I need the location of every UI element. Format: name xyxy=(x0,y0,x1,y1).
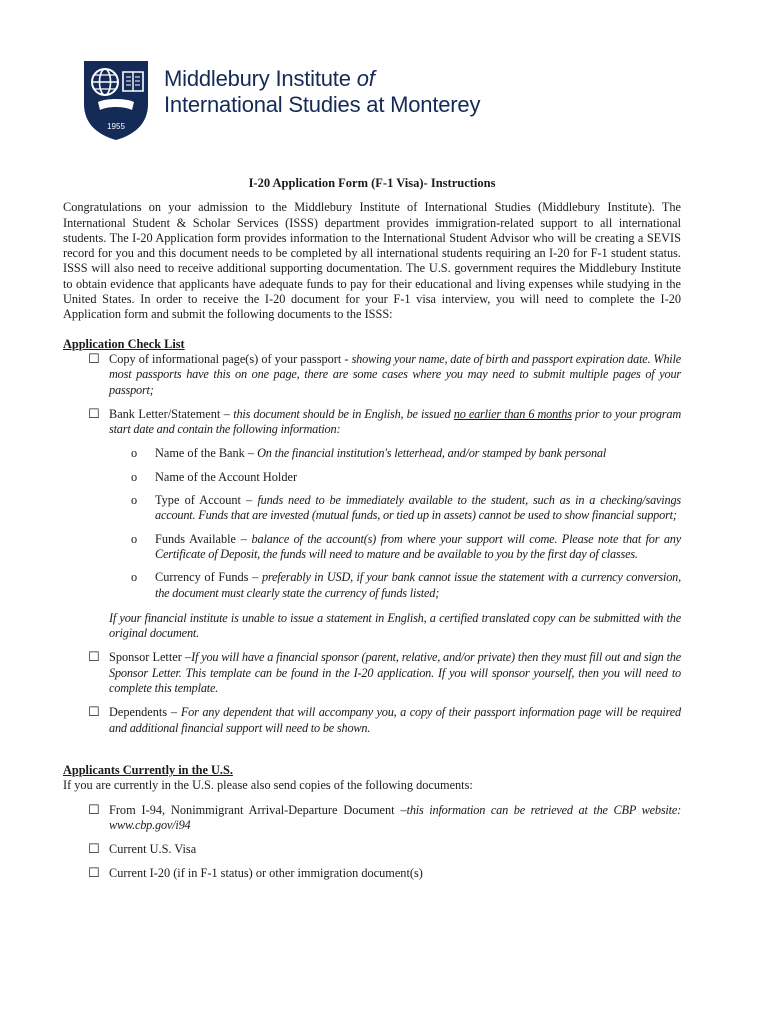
instructions-body xyxy=(63,176,681,891)
requirement-label: Funds Available – xyxy=(155,531,252,546)
bank-requirement-item xyxy=(109,493,681,524)
institute-seal-logo xyxy=(80,58,152,142)
checklist-heading: Application Check List xyxy=(63,336,185,351)
bank-requirement-item xyxy=(109,570,681,601)
checkbox-icon: ☐ xyxy=(88,802,100,818)
checklist-item-bank-letter xyxy=(63,407,681,642)
institution-header xyxy=(80,58,500,144)
section-spacer xyxy=(63,745,681,763)
sponsor-detail: If you will have a financial sponsor (parent, relative, and/or private) then they must fill out and sign the Sponsor Letter. This template can be found in the I-20 application. If you will sponsor yourself, then you will need to complete this template. xyxy=(109,650,681,696)
bank-requirement-item xyxy=(109,446,681,461)
passport-label: Copy of informational page(s) of your passport - xyxy=(109,351,352,366)
bank-detail-a: this document should be in English, be issued xyxy=(233,406,454,421)
us-applicants-lead: If you are currently in the U.S. please also send copies of the following documents: xyxy=(63,778,473,793)
intro-paragraph: Congratulations on your admission to the Middlebury Institute of International Studies (Middlebury Institute). The International Student & Scholar Services (ISSS) department provides immigration-related support to all international students. The I-20 Application form provides information to the International Student Advisor who will be creating a SEVIS record for you and this document needs to be completed by all international students requiring an I-20 for F-1 student status. ISSS will also need to receive additional supporting documentation. The U.S. government requires the Middlebury Institute to obtain evidence that applicants have adequate funds to pay for their educational and living expenses while studying in the United States. In order to receive the I-20 document for your F-1 visa interview, you will need to complete the I-20 Application form and submit the following documents to the ISSS: xyxy=(63,200,681,322)
bullet-icon: o xyxy=(131,493,138,508)
seal-year: 1955 xyxy=(107,122,125,131)
requirement-label: Name of the Bank – xyxy=(155,446,258,461)
institution-name-line2: International Studies at Monterey xyxy=(164,92,481,117)
checklist-item-i94 xyxy=(63,803,681,834)
bank-label: Bank Letter/Statement – xyxy=(109,406,234,421)
requirement-detail: balance of the account(s) from where your support will come. Please note that for any Certificate of Deposit, the funds will need to mature and be available to you by the first day of classes. xyxy=(155,531,681,561)
us-visa-label: Current U.S. Visa xyxy=(109,842,197,857)
i94-detail: this information can be retrieved at the CBP website: www.cbp.gov/i94 xyxy=(109,802,681,832)
bank-requirement-item xyxy=(109,470,681,485)
bullet-icon: o xyxy=(131,469,138,484)
bullet-icon: o xyxy=(131,570,138,585)
requirement-label: Type of Account – xyxy=(155,493,258,508)
checkbox-icon: ☐ xyxy=(88,866,100,882)
checkbox-icon: ☐ xyxy=(88,351,100,367)
checklist-item-current-i20 xyxy=(63,866,681,881)
checklist-item-dependents xyxy=(63,705,681,736)
dependents-detail: For any dependent that will accompany you, a copy of their passport information page will be required and additional financial support will need to be shown. xyxy=(109,705,681,735)
us-applicants-heading: Applicants Currently in the U.S. xyxy=(63,762,233,777)
checklist-item-passport xyxy=(63,352,681,398)
bank-detail-b: prior to your program start date and contain the following information: xyxy=(109,406,681,437)
requirement-label: Name of the Account Holder xyxy=(155,469,298,484)
requirement-label: Currency of Funds – xyxy=(155,570,262,585)
page-title: I-20 Application Form (F-1 Visa)- Instructions xyxy=(248,176,496,190)
sponsor-label: Sponsor Letter – xyxy=(109,650,192,665)
requirement-detail: preferably in USD, if your bank cannot issue the statement with a currency conversion, the document must clearly state the currency of funds listed; xyxy=(155,570,681,600)
bullet-icon: o xyxy=(131,531,138,546)
checkbox-icon: ☐ xyxy=(88,842,100,858)
requirement-detail: On the financial institution's letterhead, and/or stamped by bank personal xyxy=(257,446,607,461)
current-i20-label: Current I-20 (if in F-1 status) or other immigration document(s) xyxy=(109,866,423,881)
checklist-item-us-visa xyxy=(63,842,681,857)
bank-requirement-item xyxy=(109,532,681,563)
bank-requirements-list xyxy=(109,446,681,600)
passport-detail: showing your name, date of birth and passport expiration date. While most passports have this on one page, there are some cases where you may need to submit multiple pages of your passport; xyxy=(109,351,682,397)
translation-note: If your financial institute is unable to issue a statement in English, a certified translated copy can be submitted with the original document. xyxy=(109,610,681,641)
institution-name xyxy=(164,66,480,118)
checkbox-icon: ☐ xyxy=(88,406,100,422)
bullet-icon: o xyxy=(131,446,138,461)
checkbox-icon: ☐ xyxy=(88,650,100,666)
bank-detail-underlined: no earlier than 6 months xyxy=(453,406,572,421)
institution-name-line1: Middlebury Institute of xyxy=(164,66,375,91)
checkbox-icon: ☐ xyxy=(88,705,100,721)
i94-label: From I-94, Nonimmigrant Arrival-Departure Document – xyxy=(109,802,407,817)
dependents-label: Dependents – xyxy=(109,705,181,720)
requirement-detail: funds need to be immediately available to the student, such as in a checking/savings account. Funds that are invested (mutual funds, or tied up in assets) cannot be used to show financial support; xyxy=(155,493,681,523)
checklist-item-sponsor-letter xyxy=(63,650,681,696)
